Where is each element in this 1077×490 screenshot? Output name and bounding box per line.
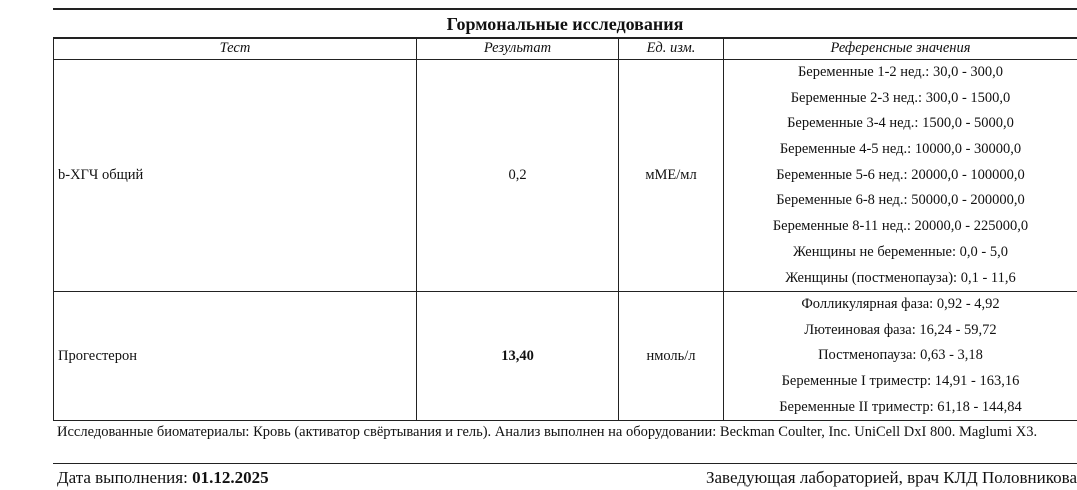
header-result: Результат [417, 38, 619, 60]
test-result: 0,2 [417, 60, 619, 292]
date-value: 01.12.2025 [192, 468, 269, 487]
table-row [54, 60, 1077, 292]
biomaterials-note: Исследованные биоматериалы: Кровь (активатор свёртывания и гель). Анализ выполнен на оборудовании: Beckman Coulter, Inc. UniCell DxI 800. Maglumi X3. [57, 424, 1038, 440]
reference-line: Беременные 8-11 нед.: 20000,0 - 225000,0 [772, 218, 1029, 235]
reference-values [724, 60, 1077, 292]
date-label: Дата выполнения: [57, 468, 188, 487]
reference-line: Женщины (постменопауза): 0,1 - 11,6 [785, 269, 1016, 286]
test-name: Прогестерон [54, 292, 417, 421]
reference-line: Беременные 4-5 нед.: 10000,0 - 30000,0 [779, 141, 1022, 158]
table-row [54, 292, 1077, 421]
reference-line: Постменопауза: 0,63 - 3,18 [818, 347, 983, 364]
reference-line: Беременные 1-2 нед.: 30,0 - 300,0 [797, 64, 1004, 80]
header-reference: Референсные значения [724, 38, 1077, 60]
reference-line: Лютеиновая фаза: 16,24 - 59,72 [804, 321, 997, 338]
reference-line: Беременные I триместр: 14,91 - 163,16 [781, 372, 1020, 389]
test-unit: нмоль/л [619, 292, 724, 421]
test-result: 13,40 [417, 292, 619, 421]
table-header-row [54, 38, 1077, 60]
execution-date [57, 468, 269, 488]
reference-line: Беременные 3-4 нед.: 1500,0 - 5000,0 [787, 115, 1014, 132]
reference-line: Фолликулярная фаза: 0,92 - 4,92 [801, 296, 1000, 313]
header-unit: Ед. изм. [619, 38, 724, 60]
reference-values [724, 292, 1077, 421]
header-test: Тест [54, 38, 417, 60]
reference-line: Женщины не беременные: 0,0 - 5,0 [793, 243, 1008, 260]
report-title: Гормональные исследования [53, 8, 1077, 39]
reference-line: Беременные 2-3 нед.: 300,0 - 1500,0 [790, 89, 1011, 106]
signature-line: Заведующая лабораторией, врач КЛД Половникова [705, 468, 1077, 487]
reference-line: Беременные 6-8 нед.: 50000,0 - 200000,0 [776, 192, 1025, 209]
test-name: b-ХГЧ общий [54, 60, 417, 292]
results-table [53, 37, 1077, 421]
reference-line: Беременные II триместр: 61,18 - 144,84 [779, 398, 1022, 415]
reference-line: Беременные 5-6 нед.: 20000,0 - 100000,0 [776, 166, 1025, 183]
test-unit: мМЕ/мл [619, 60, 724, 292]
divider [53, 463, 1077, 464]
